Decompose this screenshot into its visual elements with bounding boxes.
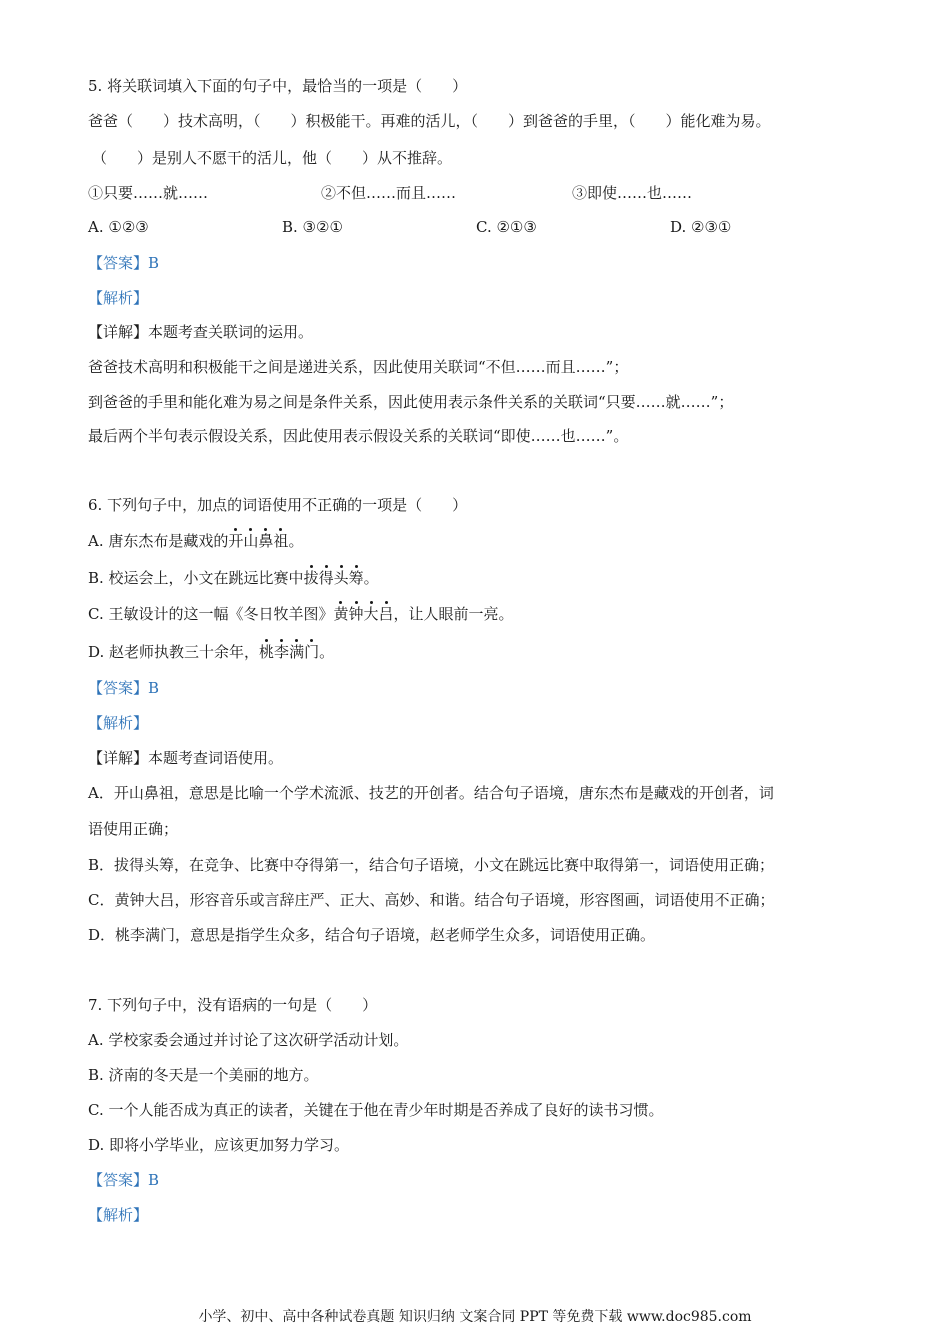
q6-option-d [88,642,334,662]
dotted-char: 桃 [259,643,275,661]
dotted-char: 祖 [273,532,289,550]
q7-answer: 【答案】B [88,1171,160,1189]
q7-option-a: A. 学校家委会通过并讨论了这次研学活动计划。 [88,1031,409,1049]
q5-explain-1: 爸爸技术高明和积极能干之间是递进关系，因此使用关联词“不但……而且……”； [88,358,629,376]
q6-option-c [88,604,514,624]
q5-answer: 【答案】B [88,254,160,272]
dotted-char: 黄 [333,605,349,623]
q5-word-3: ③即使……也…… [572,184,693,202]
q6-stem: 6. 下列句子中，加点的词语使用不正确的一项是（ ） [88,496,468,514]
dotted-char: 钟 [348,605,364,623]
q6-option-a [88,531,303,551]
q6-option-c-suffix: ，让人眼前一亮。 [393,605,514,623]
q5-sentence-2: （ ）是别人不愿干的活儿，他（ ）从不推辞。 [92,149,453,167]
dotted-char: 得 [318,569,334,587]
q7-stem: 7. 下列句子中，没有语病的一句是（ ） [88,996,378,1014]
dotted-char: 鼻 [258,532,274,550]
q6-option-d-prefix: D. 赵老师执教三十余年， [88,643,260,661]
q6-option-b [88,568,379,588]
q6-explain-b: B．拔得头筹，在竞争、比赛中夺得第一，结合句子语境，小文在跳远比赛中取得第一，词语使用正确； [88,856,775,874]
q7-option-c: C. 一个人能否成为真正的读者，关键在于他在青少年时期是否养成了良好的读书习惯。 [88,1101,664,1119]
q5-explain-3: 最后两个半句表示假设关系，因此使用表示假设关系的关联词“即使……也……”。 [88,427,629,445]
q5-stem: 5. 将关联词填入下面的句子中，最恰当的一项是（ ） [88,77,468,95]
dotted-char: 大 [363,605,379,623]
q6-analysis-label: 【解析】 [88,714,149,732]
q6-option-a-prefix: A. 唐东杰布是藏戏的 [88,532,229,550]
q6-explain-a: A．开山鼻祖，意思是比喻一个学术流派、技艺的开创者。结合句子语境，唐东杰布是藏戏的开创者，词 [88,784,774,802]
q5-option-a: A. ①②③ [88,218,149,236]
dotted-char: 李 [274,643,290,661]
dotted-char: 头 [333,569,349,587]
q6-explain-d: D．桃李满门，意思是指学生众多，结合句子语境，赵老师学生众多，词语使用正确。 [88,926,656,944]
dotted-char: 吕 [378,605,394,623]
q6-explain-c: C．黄钟大吕，形容音乐或言辞庄严、正大、高妙、和谐。结合句子语境，形容图画，词语使用不正确； [88,891,775,909]
q5-analysis-label: 【解析】 [88,289,149,307]
page-footer: 小学、初中、高中各种试卷真题 知识归纳 文案合同 PPT 等免费下载 www.doc985.com [198,1309,752,1325]
q5-sentence-1: 爸爸（ ）技术高明，（ ）积极能干。再难的活儿，（ ）到爸爸的手里，（ ）能化难为易。 [88,112,771,130]
q6-option-b-suffix: 。 [363,569,379,587]
dotted-char: 山 [243,532,259,550]
dotted-char: 满 [289,643,305,661]
q5-option-c: C. ②①③ [476,218,537,236]
q5-option-b: B. ③②① [282,218,343,236]
q7-option-b: B. 济南的冬天是一个美丽的地方。 [88,1066,319,1084]
q7-analysis-label: 【解析】 [88,1206,149,1224]
q5-word-1: ①只要……就…… [88,184,209,202]
q5-detail: 【详解】本题考查关联词的运用。 [88,323,314,341]
q6-option-c-prefix: C. 王敏设计的这一幅《冬日牧羊图》 [88,605,334,623]
dotted-char: 开 [228,532,244,550]
dotted-char: 筹 [348,569,364,587]
q5-word-2: ②不但……而且…… [321,184,457,202]
q6-answer: 【答案】B [88,679,160,697]
q5-explain-2: 到爸爸的手里和能化难为易之间是条件关系，因此使用表示条件关系的关联词“只要……就……”； [88,393,734,411]
q5-option-d: D. ②③① [670,218,732,236]
q6-option-d-suffix: 。 [319,643,335,661]
q6-option-a-suffix: 。 [288,532,304,550]
dotted-char: 拔 [303,569,319,587]
q6-option-b-prefix: B. 校运会上，小文在跳远比赛中 [88,569,304,587]
q6-explain-a-cont: 语使用正确； [88,820,179,838]
dotted-char: 门 [304,643,320,661]
q7-option-d: D. 即将小学毕业，应该更加努力学习。 [88,1136,350,1154]
q6-detail: 【详解】本题考查词语使用。 [88,749,284,767]
